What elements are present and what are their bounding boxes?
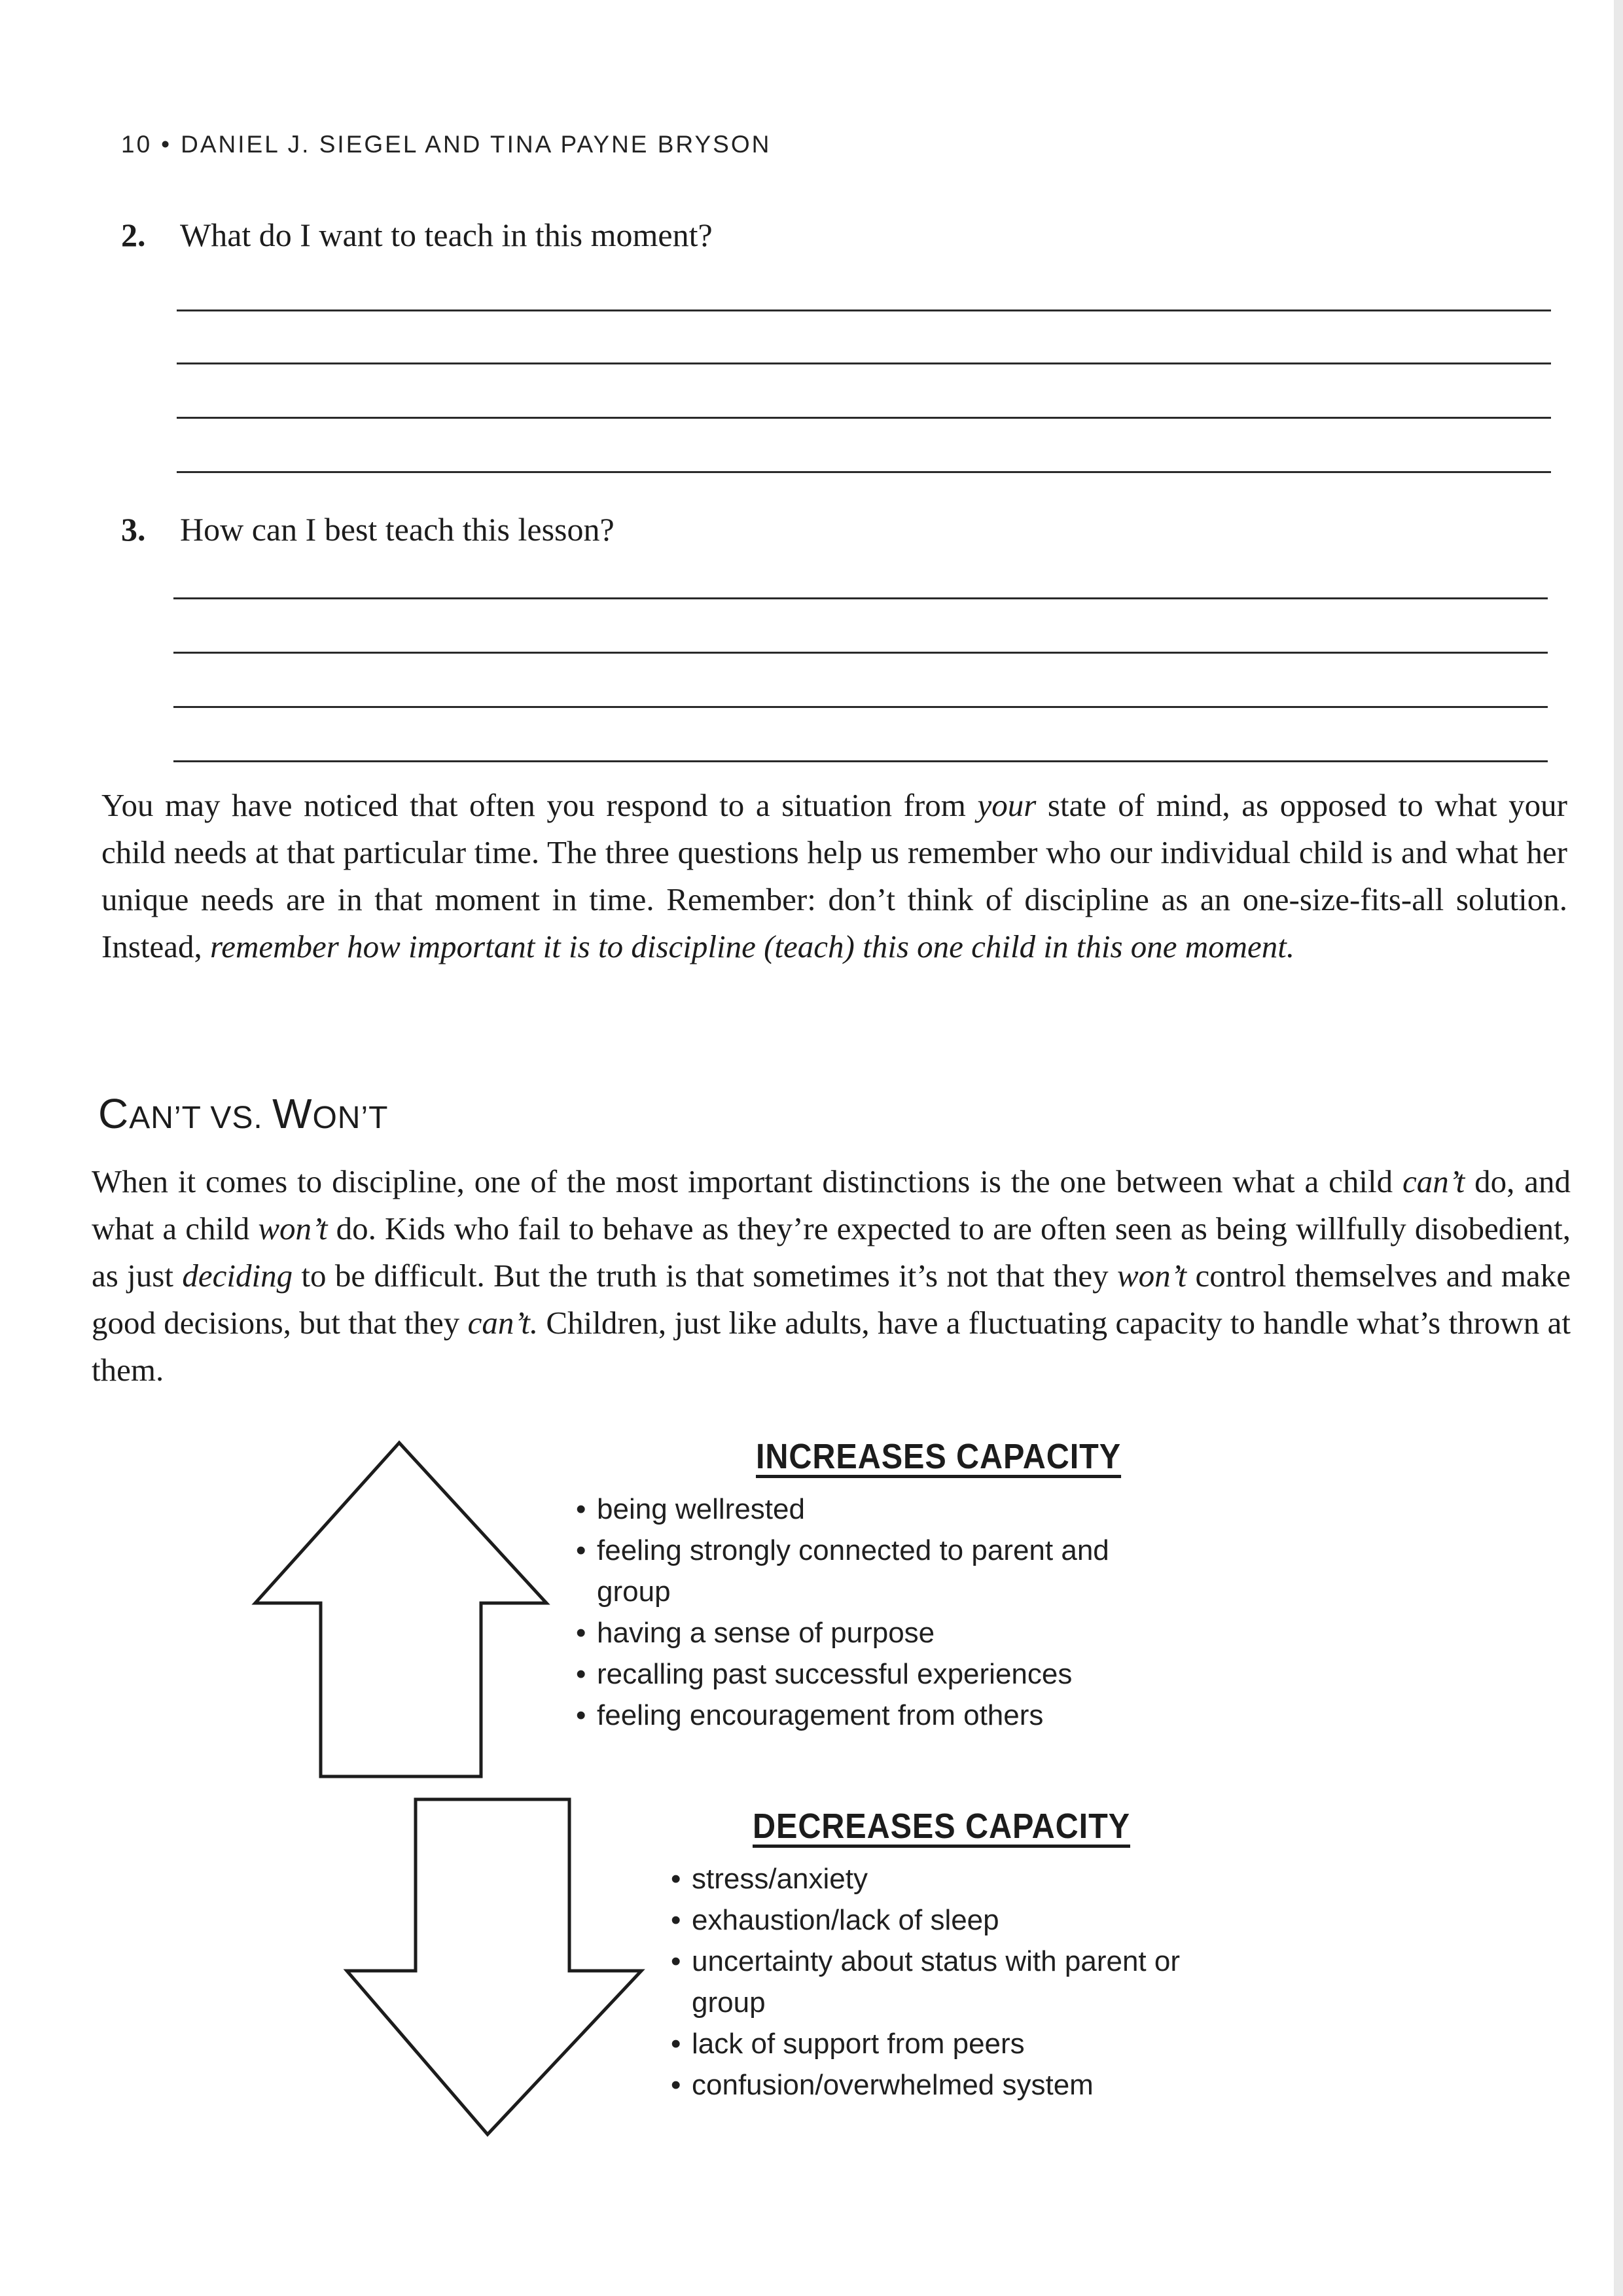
text-run: do. Kids who fail to behave as they’re expected to are often seen as being willfully disobedient, as just [92,1210,1571,1294]
emphasis: remember how important it is to discipline (teach) this one child in this one moment. [210,928,1295,964]
list-item: • lack of support from peers [671,2023,1247,2064]
text-run: do, and what a child [92,1163,1571,1246]
title-smallcaps: AN’T [129,1101,202,1135]
question-number: 2. [121,217,146,253]
page-number: 10 [121,131,152,158]
question-text: What do I want to teach in this moment? [180,217,713,253]
increases-capacity-heading: INCREASES CAPACITY [756,1437,1122,1476]
header-separator: • [161,131,172,158]
emphasis: can’t. [467,1305,539,1341]
text-run: You may have noticed that often you respond to a situation from [101,787,978,823]
list-item: • exhaustion/lack of sleep [671,1899,1247,1941]
list-item: • feeling strongly connected to parent and group [576,1530,1152,1612]
text-run: state of mind, as opposed to what your child needs at that particular time. The three questions help us remember who our individual child is and what her unique needs are in that moment in time. Remember: don’t think of discipline as an one-size-fits-all solution. Instead, [101,787,1567,964]
list-item: • confusion/overwhelmed system [671,2064,1247,2106]
title-letter: C [98,1090,130,1137]
decreases-capacity-list [671,1858,1247,2106]
text-run: When it comes to discipline, one of the most important distinctions is the one between what a child [92,1163,1402,1199]
emphasis: can’t [1402,1163,1465,1199]
list-item: • recalling past successful experiences [576,1653,1152,1695]
title-smallcaps: ON’T [312,1101,389,1135]
text-run: control themselves and make good decisions, but that they [92,1258,1571,1341]
list-item: • uncertainty about status with parent or group [671,1941,1247,2023]
question-text: How can I best teach this lesson? [180,511,615,548]
emphasis: deciding [182,1258,293,1294]
emphasis: won’t [258,1210,328,1246]
question-number: 3. [121,511,146,548]
list-item: • having a sense of purpose [576,1612,1152,1653]
text-run: to be difficult. But the truth is that sometimes it’s not that they [293,1258,1117,1294]
down-arrow-icon [347,1799,641,2134]
emphasis: won’t [1116,1258,1187,1294]
list-item: • feeling encouragement from others [576,1695,1152,1736]
text-run: Children, just like adults, have a fluctuating capacity to handle what’s thrown at them. [92,1305,1571,1388]
header-authors: DANIEL J. SIEGEL AND TINA PAYNE BRYSON [181,131,772,158]
title-smallcaps: VS. [201,1101,273,1135]
list-item: • being wellrested [576,1489,1152,1530]
emphasis: your [977,787,1037,823]
list-item: • stress/anxiety [671,1858,1247,1899]
title-letter: W [272,1090,313,1137]
increases-capacity-list [576,1489,1152,1736]
decreases-capacity-heading: DECREASES CAPACITY [753,1807,1130,1846]
up-arrow-icon [255,1443,546,1776]
